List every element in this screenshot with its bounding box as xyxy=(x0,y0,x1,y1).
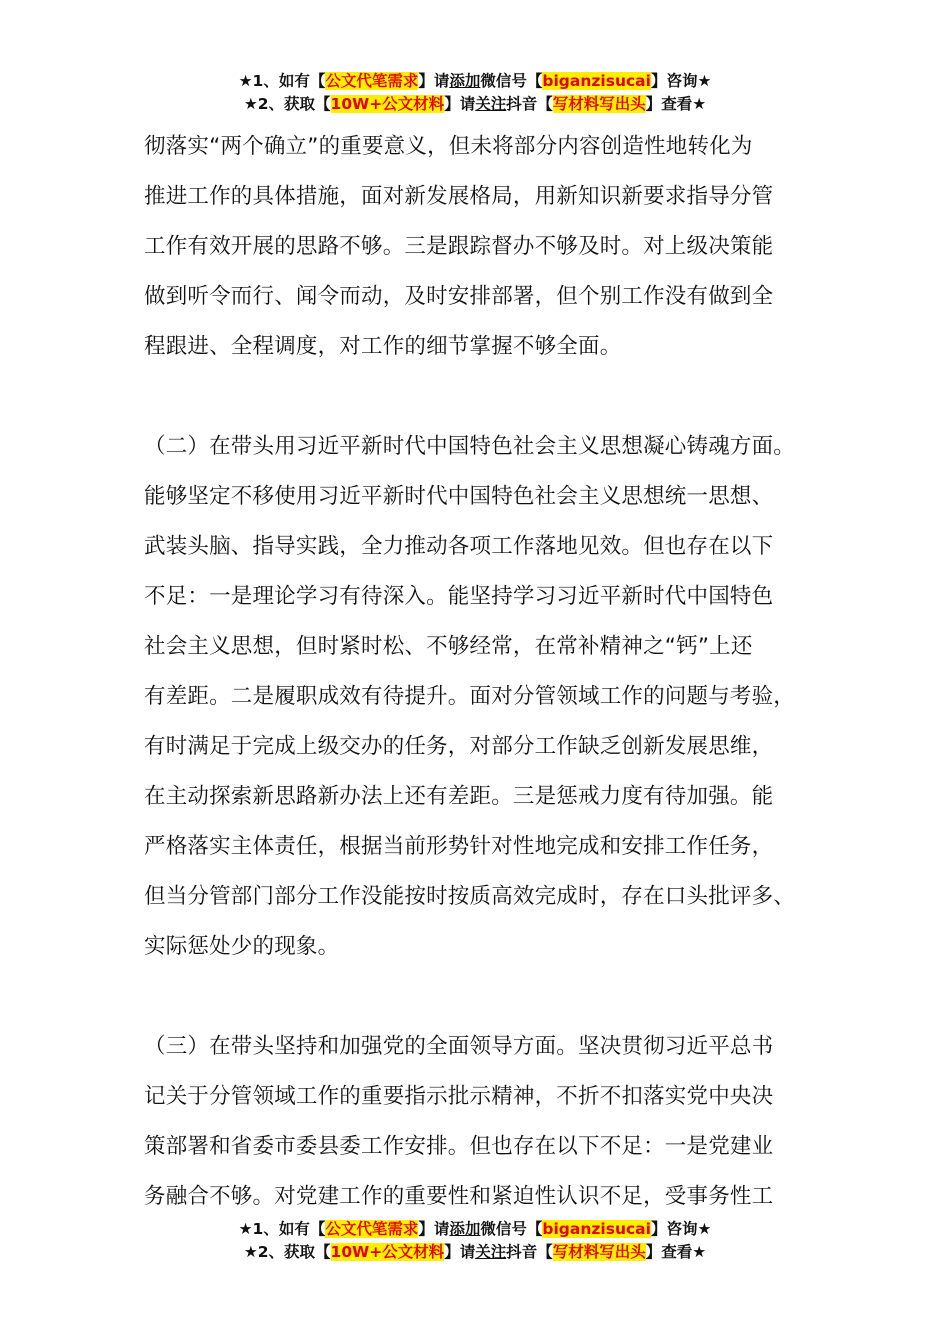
promo-underlined-text: 关注 xyxy=(475,1243,507,1261)
text-line: 在主动探索新思路新办法上还有差距。三是惩戒力度有待加强。能 xyxy=(144,784,774,809)
promo-underlined-text: 添加 xyxy=(449,72,481,90)
promo-text: 】查看★ xyxy=(645,95,707,113)
text-line: 彻落实“两个确立”的重要意义，但未将部分内容创造性地转化为 xyxy=(144,134,753,159)
text-line: 做到听令而行、闻令而动，及时安排部署，但个别工作没有做到全 xyxy=(144,284,774,309)
promo-line-1 xyxy=(0,70,950,93)
promo-text: 微信号【 xyxy=(480,72,543,90)
promo-underlined-text: 关注 xyxy=(475,95,507,113)
promo-highlight: biganzisucai xyxy=(542,1220,651,1238)
promo-line-1 xyxy=(0,1218,950,1241)
footer-promo-banner xyxy=(0,1218,950,1264)
text-line: 但当分管部门部分工作没能按时按质高效完成时，存在口头批评多、 xyxy=(144,884,796,909)
text-line: 策部署和省委市委县委工作安排。但也存在以下不足：一是党建业 xyxy=(144,1134,774,1159)
text-line: 不足：一是理论学习有待深入。能坚持学习习近平新时代中国特色 xyxy=(144,584,774,609)
promo-highlight: 10W+公文材料 xyxy=(330,95,445,113)
section-heading-line: （二）在带头用习近平新时代中国特色社会主义思想凝心铸魂方面。 xyxy=(144,434,796,459)
promo-highlight: 10W+公文材料 xyxy=(330,1243,445,1261)
promo-text: 微信号【 xyxy=(480,1220,543,1238)
promo-underlined-text: 添加 xyxy=(449,1220,481,1238)
paragraph-gap xyxy=(144,972,834,1022)
paragraph xyxy=(144,1022,834,1222)
promo-text: ★1、如有【 xyxy=(238,72,326,90)
promo-text: 】咨询★ xyxy=(650,72,712,90)
promo-text: 】咨询★ xyxy=(650,1220,712,1238)
promo-highlight: 公文代笔需求 xyxy=(325,1220,419,1238)
promo-text: 抖音【 xyxy=(506,1243,553,1261)
text-line: 有差距。二是履职成效有待提升。面对分管领域工作的问题与考验， xyxy=(144,684,796,709)
text-line: 有时满足于完成上级交办的任务，对部分工作缺乏创新发展思维， xyxy=(144,734,774,759)
promo-text: ★1、如有【 xyxy=(238,1220,326,1238)
header-promo-banner xyxy=(0,70,950,116)
text-line: 推进工作的具体措施，面对新发展格局，用新知识新要求指导分管 xyxy=(144,184,774,209)
text-line: 能够坚定不移使用习近平新时代中国特色社会主义思想统一思想、 xyxy=(144,484,774,509)
promo-text: 】请 xyxy=(418,1220,450,1238)
promo-line-2 xyxy=(0,93,950,116)
text-line: 社会主义思想，但时紧时松、不够经常，在常补精神之“钙”上还 xyxy=(144,634,753,659)
section-heading-line: （三）在带头坚持和加强党的全面领导方面。坚决贯彻习近平总书 xyxy=(144,1034,774,1059)
promo-text: 抖音【 xyxy=(506,95,553,113)
promo-highlight: 写材料写出头 xyxy=(552,95,646,113)
paragraph xyxy=(144,122,834,372)
promo-line-2 xyxy=(0,1241,950,1264)
promo-text: 】请 xyxy=(444,95,476,113)
promo-text: 】请 xyxy=(444,1243,476,1261)
text-line: 务融合不够。对党建工作的重要性和紧迫性认识不足，受事务性工 xyxy=(144,1184,774,1209)
text-line: 武装头脑、指导实践，全力推动各项工作落地见效。但也存在以下 xyxy=(144,534,774,559)
text-line: 工作有效开展的思路不够。三是跟踪督办不够及时。对上级决策能 xyxy=(144,234,774,259)
text-line: 记关于分管领域工作的重要指示批示精神，不折不扣落实党中央决 xyxy=(144,1084,774,1109)
document-body xyxy=(144,122,834,1222)
promo-text: ★2、获取【 xyxy=(243,95,331,113)
text-line: 程跟进、全程调度，对工作的细节掌握不够全面。 xyxy=(144,334,622,359)
promo-text: ★2、获取【 xyxy=(243,1243,331,1261)
promo-text: 】请 xyxy=(418,72,450,90)
promo-text: 】查看★ xyxy=(645,1243,707,1261)
promo-highlight: biganzisucai xyxy=(542,72,651,90)
text-line: 实际惩处少的现象。 xyxy=(144,934,340,959)
promo-highlight: 公文代笔需求 xyxy=(325,72,419,90)
promo-highlight: 写材料写出头 xyxy=(552,1243,646,1261)
paragraph xyxy=(144,422,834,972)
paragraph-gap xyxy=(144,372,834,422)
text-line: 严格落实主体责任，根据当前形势针对性地完成和安排工作任务， xyxy=(144,834,774,859)
